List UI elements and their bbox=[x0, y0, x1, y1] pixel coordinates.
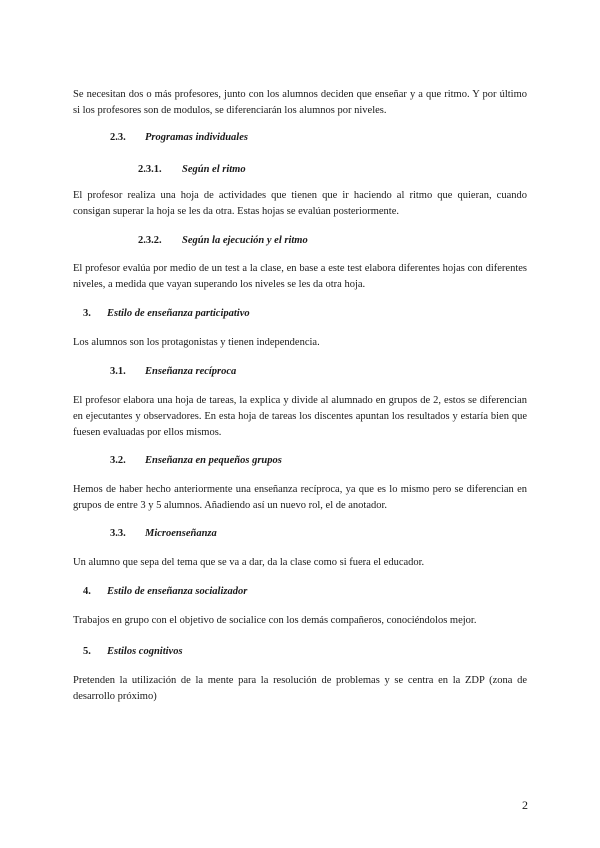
heading-4 bbox=[83, 585, 247, 599]
heading-3-3 bbox=[110, 527, 217, 541]
heading-number: 3.2. bbox=[110, 455, 126, 466]
heading-title: Estilo de enseñanza participativo bbox=[107, 308, 250, 319]
paragraph-microensenanza: Un alumno que sepa del tema que se va a dar, da la clase como si fuera el educador. bbox=[73, 557, 425, 568]
heading-3-2 bbox=[110, 454, 282, 468]
heading-title: Programas individuales bbox=[145, 132, 248, 143]
heading-number: 2.3. bbox=[110, 132, 126, 143]
heading-number: 2.3.1. bbox=[138, 164, 162, 175]
heading-title: Según la ejecución y el ritmo bbox=[182, 235, 308, 246]
heading-2-3 bbox=[110, 131, 248, 145]
heading-3-1 bbox=[110, 365, 236, 379]
heading-title: Enseñanza en pequeños grupos bbox=[145, 455, 282, 466]
heading-title: Según el ritmo bbox=[182, 164, 246, 175]
paragraph-participativo: Los alumnos son los protagonistas y tienen independencia. bbox=[73, 337, 320, 348]
heading-title: Enseñanza recíproca bbox=[145, 366, 237, 377]
heading-2-3-1 bbox=[138, 163, 246, 177]
heading-number: 4. bbox=[83, 586, 91, 597]
heading-number: 3.3. bbox=[110, 528, 126, 539]
paragraph-intro: Se necesitan dos o más profesores, junto con los alumnos deciden que enseñar y a que ritmo. Y por último si los profesores son de modulos, se diferenciarán los alumnos por niveles. bbox=[73, 89, 527, 116]
heading-title: Estilos cognitivos bbox=[107, 646, 183, 657]
heading-title: Estilo de enseñanza socializador bbox=[107, 586, 248, 597]
page-number: 2 bbox=[522, 798, 528, 812]
paragraph-segun-ritmo: El profesor realiza una hoja de actividades que tienen que ir haciendo al ritmo que quieran, cuando consigan superar la hoja se les da otra. Estas hojas se evalúan posteriormente. bbox=[73, 190, 527, 217]
heading-title: Microenseñanza bbox=[145, 528, 217, 539]
heading-number: 5. bbox=[83, 646, 91, 657]
heading-number: 3. bbox=[83, 308, 91, 319]
heading-number: 2.3.2. bbox=[138, 235, 162, 246]
paragraph-cognitivos: Pretenden la utilización de la mente para la resolución de problemas y se centra en la ZDP (zona de desarrollo próximo) bbox=[73, 675, 527, 702]
heading-3 bbox=[83, 307, 250, 321]
paragraph-segun-ejecucion: El profesor evalúa por medio de un test a la clase, en base a este test elabora diferentes hojas con diferentes niveles, a medida que vayan superando los niveles se les da otra hoja. bbox=[73, 263, 527, 290]
heading-number: 3.1. bbox=[110, 366, 126, 377]
paragraph-pequenos-grupos: Hemos de haber hecho anteriormente una enseñanza recíproca, ya que es lo mismo pero se diferencian en grupos de entre 3 y 5 alumnos. Añadiendo así un nuevo rol, el de anotador. bbox=[73, 484, 527, 511]
heading-5 bbox=[83, 645, 183, 659]
paragraph-socializador: Trabajos en grupo con el objetivo de socialice con los demás compañeros, conociéndolos mejor. bbox=[73, 615, 477, 626]
paragraph-reciproca: El profesor elabora una hoja de tareas, la explica y divide al alumnado en grupos de 2, estos se diferencian en ejecutantes y observadores. En esta hoja de tareas los discentes apuntan los resultados y estaría bien que fuesen evaluadas por ellos mismos. bbox=[73, 395, 527, 438]
heading-2-3-2 bbox=[138, 234, 308, 248]
